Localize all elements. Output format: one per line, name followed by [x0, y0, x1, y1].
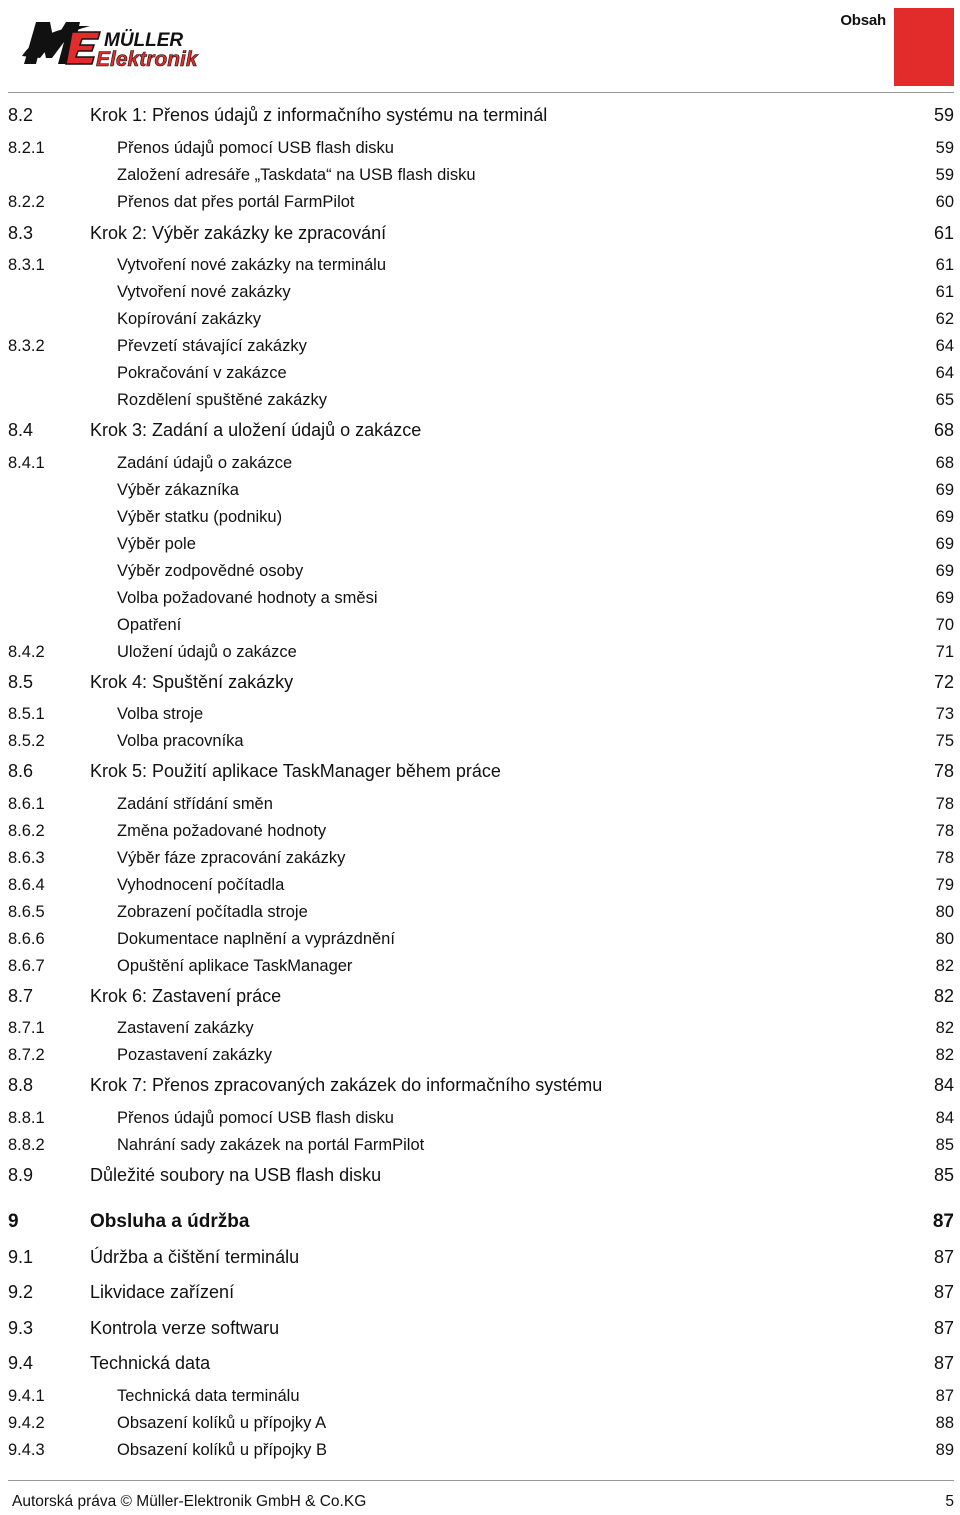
section-tab-marker	[894, 8, 954, 86]
toc-entry-title[interactable]: Převzetí stávající zakázky	[117, 337, 307, 355]
toc-entry-page[interactable]: 78	[935, 822, 954, 840]
toc-entry[interactable]	[0, 256, 960, 278]
toc-entry-number: 8.6	[8, 761, 34, 781]
toc-entry-number: 8.5.2	[8, 732, 45, 750]
toc-entry-page[interactable]: 65	[935, 391, 954, 409]
toc-entry[interactable]	[0, 1353, 960, 1375]
toc-entry-number: 8.6.3	[8, 849, 45, 867]
toc-entry-page[interactable]: 84	[935, 1109, 954, 1127]
toc-entry-page[interactable]: 87	[932, 1211, 954, 1232]
toc-entry-title[interactable]: Krok 6: Zastavení práce	[90, 986, 282, 1006]
toc-entry-title[interactable]: Krok 2: Výběr zakázky ke zpracování	[90, 223, 387, 243]
toc-entry-page[interactable]: 82	[935, 1019, 954, 1037]
toc-entry[interactable]	[0, 1019, 960, 1041]
toc-entry-page[interactable]: 68	[933, 420, 954, 440]
toc-entry[interactable]	[0, 616, 960, 638]
toc-entry-page[interactable]: 69	[935, 481, 954, 499]
page-number: 5	[945, 1493, 954, 1510]
toc-entry-page[interactable]: 64	[935, 364, 954, 382]
toc-entry-page[interactable]: 89	[935, 1441, 954, 1459]
toc-entry[interactable]	[0, 986, 960, 1008]
toc-entry[interactable]	[0, 283, 960, 305]
toc-entry[interactable]	[0, 643, 960, 665]
toc-entry-title[interactable]: Uložení údajů o zakázce	[117, 643, 297, 661]
toc-entry-number: 8.2.1	[8, 139, 45, 157]
toc-entry-title[interactable]: Zadání střídání směn	[117, 795, 273, 813]
header-divider	[8, 92, 954, 93]
toc-entry[interactable]	[0, 732, 960, 754]
toc-entry-page[interactable]: 73	[935, 705, 954, 723]
toc-entry-number: 8.5	[8, 672, 34, 692]
toc-entry-number: 9.2	[8, 1282, 34, 1302]
toc-entry[interactable]	[0, 391, 960, 413]
toc-entry[interactable]	[0, 1136, 960, 1158]
toc-entry-page[interactable]: 59	[935, 139, 954, 157]
toc-entry[interactable]	[0, 822, 960, 844]
toc-entry-title[interactable]: Krok 7: Přenos zpracovaných zakázek do informačního systému	[90, 1075, 603, 1095]
toc-entry-page[interactable]: 80	[935, 930, 954, 948]
toc-entry-page[interactable]: 60	[935, 193, 954, 211]
toc-entry-page[interactable]: 70	[935, 616, 954, 634]
toc-entry-page[interactable]: 62	[935, 310, 954, 328]
toc-entry-number: 8.7.2	[8, 1046, 45, 1064]
toc-entry[interactable]	[0, 903, 960, 925]
toc-entry-page[interactable]: 82	[935, 1046, 954, 1064]
toc-entry-number: 8.8.2	[8, 1136, 45, 1154]
toc-entry[interactable]	[0, 705, 960, 727]
toc-entry-number: 9.3	[8, 1318, 34, 1338]
page-footer	[8, 1480, 954, 1510]
svg-text:MÜLLER: MÜLLER	[104, 30, 184, 51]
toc-entry-title[interactable]: Přenos údajů pomocí USB flash disku	[117, 139, 394, 157]
toc-entry[interactable]	[0, 420, 960, 442]
toc-entry-title[interactable]: Volba pracovníka	[117, 732, 244, 750]
toc-entry-number: 8.2	[8, 105, 34, 125]
toc-entry-number: 8.6.6	[8, 930, 45, 948]
toc-entry-number: 8.7.1	[8, 1019, 45, 1037]
toc-entry-title[interactable]: Výběr zákazníka	[117, 481, 239, 499]
toc-entry-page[interactable]: 59	[935, 166, 954, 184]
toc-entry-page[interactable]: 71	[935, 643, 954, 661]
toc-entry[interactable]	[0, 364, 960, 386]
toc-entry-title[interactable]: Likvidace zařízení	[90, 1282, 235, 1302]
toc-entry[interactable]	[0, 508, 960, 530]
toc-entry-title[interactable]: Důležité soubory na USB flash disku	[90, 1165, 382, 1185]
toc-entry-title[interactable]: Výběr zodpovědné osoby	[117, 562, 304, 580]
toc-entry[interactable]	[0, 795, 960, 817]
toc-entry-number: 8.5.1	[8, 705, 45, 723]
toc-entry[interactable]	[0, 535, 960, 557]
toc-entry-page[interactable]: 78	[935, 795, 954, 813]
toc-entry-title[interactable]: Opuštění aplikace TaskManager	[117, 957, 353, 975]
toc-entry-number: 9.4.2	[8, 1414, 45, 1432]
toc-entry-page[interactable]: 61	[933, 223, 954, 243]
toc-entry-title[interactable]: Pokračování v zakázce	[117, 364, 287, 382]
toc-entry[interactable]	[0, 337, 960, 359]
toc-entry-page[interactable]: 69	[935, 562, 954, 580]
mueller-elektronik-logo	[18, 12, 233, 78]
toc-entry-page[interactable]: 87	[935, 1387, 954, 1405]
toc-entry-title[interactable]: Výběr pole	[117, 535, 196, 553]
toc-entry[interactable]	[0, 105, 960, 127]
toc-entry[interactable]	[0, 223, 960, 245]
toc-entry-title[interactable]: Změna požadované hodnoty	[117, 822, 327, 840]
toc-entry[interactable]	[0, 761, 960, 783]
toc-entry-title[interactable]: Pozastavení zakázky	[117, 1046, 272, 1064]
toc-entry[interactable]	[0, 1318, 960, 1340]
toc-entry-number: 9.4.1	[8, 1387, 45, 1405]
toc-entry-number: 8.3.1	[8, 256, 45, 274]
toc-entry-number: 8.4.2	[8, 643, 45, 661]
toc-entry-number: 8.3.2	[8, 337, 45, 355]
toc-entry-title[interactable]: Krok 4: Spuštění zakázky	[90, 672, 294, 692]
toc-entry[interactable]	[0, 1109, 960, 1131]
toc-entry-title[interactable]: Volba požadované hodnoty a směsi	[117, 589, 378, 607]
toc-entry[interactable]	[0, 1165, 960, 1187]
toc-entry-page[interactable]: 87	[933, 1353, 954, 1373]
toc-entry-page[interactable]: 64	[935, 337, 954, 355]
toc-entry-page[interactable]: 61	[935, 283, 954, 301]
toc-entry-title[interactable]: Obsluha a údržba	[90, 1211, 250, 1232]
toc-entry-number: 9.4.3	[8, 1441, 45, 1459]
toc-entry-number: 8.6.2	[8, 822, 45, 840]
toc-entry-title[interactable]: Zadání údajů o zakázce	[117, 454, 293, 472]
toc-entry-title[interactable]: Přenos údajů pomocí USB flash disku	[117, 1109, 394, 1127]
toc-entry-title[interactable]: Kopírování zakázky	[117, 310, 261, 328]
toc-entry-title[interactable]: Obsazení kolíků u přípojky A	[117, 1414, 327, 1432]
toc-entry-page[interactable]: 68	[935, 454, 954, 472]
toc-entry-title[interactable]: Technická data terminálu	[117, 1387, 300, 1405]
toc-entry-number: 9.4	[8, 1353, 34, 1373]
toc-entry-number: 8.6.4	[8, 876, 45, 894]
toc-entry-page[interactable]: 72	[933, 672, 954, 692]
toc-entry[interactable]	[0, 1441, 960, 1463]
svg-text:Elektronik: Elektronik	[96, 48, 198, 71]
toc-entry-page[interactable]: 75	[935, 732, 954, 750]
logo-graphic	[18, 12, 233, 78]
toc-entry-page[interactable]: 87	[933, 1318, 954, 1338]
toc-entry[interactable]	[0, 930, 960, 952]
toc-entry-title[interactable]: Nahrání sady zakázek na portál FarmPilot	[117, 1136, 425, 1154]
toc-entry-title[interactable]: Vytvoření nové zakázky	[117, 283, 291, 301]
toc-entry-page[interactable]: 78	[935, 849, 954, 867]
toc-entry-title[interactable]: Vytvoření nové zakázky na terminálu	[117, 256, 387, 274]
toc-entry-title[interactable]: Kontrola verze softwaru	[90, 1318, 280, 1338]
toc-entry[interactable]	[0, 166, 960, 188]
toc-entry[interactable]	[0, 1075, 960, 1097]
toc-entry[interactable]	[0, 1414, 960, 1436]
toc-entry[interactable]	[0, 562, 960, 584]
toc-entry-title[interactable]: Opatření	[117, 616, 182, 634]
toc-entry[interactable]	[0, 310, 960, 332]
toc-entry-title[interactable]: Rozdělení spuštěné zakázky	[117, 391, 328, 409]
toc-entry-number: 9.1	[8, 1247, 34, 1267]
toc-entry-number: 8.6.5	[8, 903, 45, 921]
toc-entry[interactable]	[0, 454, 960, 476]
toc-entry[interactable]	[0, 1282, 960, 1304]
toc-entry-page[interactable]: 84	[933, 1075, 954, 1095]
toc-entry-title[interactable]: Založení adresáře „Taskdata“ na USB flash disku	[117, 166, 476, 184]
toc-entry[interactable]	[0, 481, 960, 503]
toc-entry[interactable]	[0, 672, 960, 694]
toc-entry-number: 8.8.1	[8, 1109, 45, 1127]
toc-entry-number: 9	[8, 1211, 19, 1232]
toc-entry-page[interactable]: 79	[935, 876, 954, 894]
toc-entry-title[interactable]: Krok 1: Přenos údajů z informačního systému na terminál	[90, 105, 548, 125]
toc-entry[interactable]	[0, 139, 960, 161]
toc-entry[interactable]	[0, 1247, 960, 1269]
toc-entry-page[interactable]: 61	[935, 256, 954, 274]
toc-entry-page[interactable]: 69	[935, 508, 954, 526]
toc-entry-title[interactable]: Krok 5: Použití aplikace TaskManager během práce	[90, 761, 501, 781]
toc-entry[interactable]	[0, 849, 960, 871]
toc-entry-title[interactable]: Vyhodnocení počítadla	[117, 876, 285, 894]
toc-entry-title[interactable]: Výběr fáze zpracování zakázky	[117, 849, 346, 867]
toc-entry-page[interactable]: 87	[933, 1282, 954, 1302]
toc-entry-number: 8.8	[8, 1075, 34, 1095]
toc-entry-page[interactable]: 69	[935, 535, 954, 553]
toc-entry-page[interactable]: 88	[935, 1414, 954, 1432]
copyright-text: Autorská práva © Müller-Elektronik GmbH & Co.KG	[12, 1493, 367, 1510]
toc-entry-page[interactable]: 78	[933, 761, 954, 781]
toc-entry[interactable]	[0, 957, 960, 979]
toc-entry-page[interactable]: 82	[933, 986, 954, 1006]
toc-entry[interactable]	[0, 1211, 960, 1233]
toc-entry-title[interactable]: Krok 3: Zadání a uložení údajů o zakázce	[90, 420, 422, 440]
toc-entry-title[interactable]: Zobrazení počítadla stroje	[117, 903, 308, 921]
toc-entry-title[interactable]: Volba stroje	[117, 705, 204, 723]
toc-entry-number: 8.4.1	[8, 454, 45, 472]
toc-entry-title[interactable]: Zastavení zakázky	[117, 1019, 254, 1037]
toc-entry[interactable]	[0, 876, 960, 898]
toc-entry-page[interactable]: 80	[935, 903, 954, 921]
toc-entry-number: 8.3	[8, 223, 34, 243]
toc-entry[interactable]	[0, 589, 960, 611]
toc-entry[interactable]	[0, 193, 960, 215]
toc-entry-title[interactable]: Přenos dat přes portál FarmPilot	[117, 193, 355, 211]
toc-entry-number: 8.6.7	[8, 957, 45, 975]
toc-entry[interactable]	[0, 1046, 960, 1068]
toc-entry-number: 8.4	[8, 420, 34, 440]
section-title: Obsah	[840, 12, 886, 29]
toc-entry-page[interactable]: 85	[933, 1165, 954, 1185]
footer-divider	[8, 1480, 954, 1481]
toc-entry-page[interactable]: 59	[933, 105, 954, 125]
toc-entry-number: 8.2.2	[8, 193, 45, 211]
toc-entry-number: 8.9	[8, 1165, 34, 1185]
toc-entry-page[interactable]: 69	[935, 589, 954, 607]
toc-entry-number: 8.6.1	[8, 795, 45, 813]
toc-entry-title[interactable]: Výběr statku (podniku)	[117, 508, 283, 526]
toc-entry-title[interactable]: Technická data	[90, 1353, 211, 1373]
toc-entry[interactable]	[0, 1387, 960, 1409]
toc-entry-title[interactable]: Dokumentace naplnění a vyprázdnění	[117, 930, 395, 948]
page-header	[0, 0, 960, 92]
toc-entry-number: 8.7	[8, 986, 34, 1006]
toc-entry-page[interactable]: 85	[935, 1136, 954, 1154]
toc-entry-title[interactable]: Údržba a čištění terminálu	[90, 1247, 300, 1267]
toc-entry-page[interactable]: 87	[933, 1247, 954, 1267]
toc-entry-title[interactable]: Obsazení kolíků u přípojky B	[117, 1441, 328, 1459]
toc-entry-page[interactable]: 82	[935, 957, 954, 975]
